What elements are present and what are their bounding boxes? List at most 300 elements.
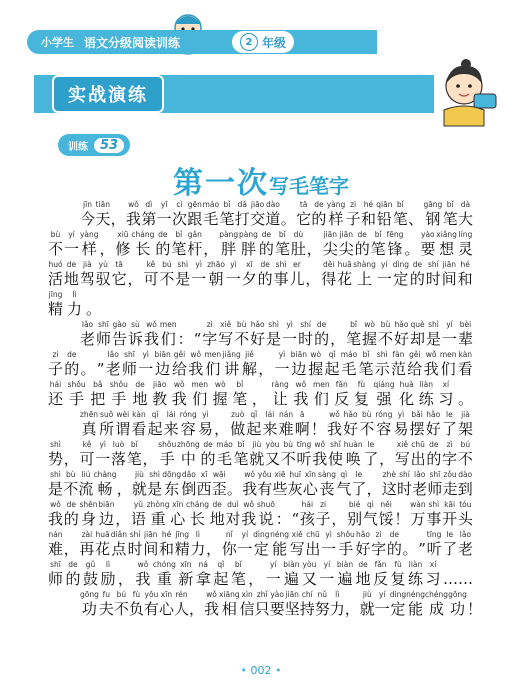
ruby-char: [436, 230, 457, 260]
pinyin: shǒu: [67, 380, 86, 389]
ruby-char: [393, 410, 408, 440]
pinyin: hǎo: [343, 410, 358, 419]
ruby-char: [253, 530, 269, 560]
ruby-char: [135, 560, 150, 590]
hanzi: 花: [95, 540, 111, 558]
pinyin: yǒu: [144, 590, 159, 599]
pinyin: tiān: [95, 200, 111, 209]
pinyin: nán: [48, 530, 63, 539]
pinyin: bèi: [459, 320, 472, 329]
hanzi: 字: [442, 450, 458, 468]
hanzi: ，: [117, 570, 133, 588]
hanzi: 钢: [425, 210, 441, 228]
training-number: 53: [94, 138, 124, 153]
hanzi: 新: [178, 570, 194, 588]
pinyin: er: [293, 260, 301, 269]
hanzi: 们: [160, 330, 176, 348]
ruby-char: [458, 410, 473, 440]
pinyin: qǐ: [151, 410, 159, 419]
pinyin: dì: [145, 200, 153, 209]
ruby-char: [48, 440, 63, 470]
ruby-char: [337, 530, 355, 560]
hanzi: 能: [272, 540, 288, 558]
hanzi: 到: [457, 480, 473, 498]
ruby-char: [458, 500, 473, 530]
ruby-char: [265, 440, 280, 470]
hanzi: 走: [442, 480, 458, 498]
ruby-char: [214, 410, 229, 440]
pinyin: yí: [68, 230, 75, 239]
hanzi: 努: [314, 600, 330, 618]
story-line: [48, 500, 473, 530]
ruby-char: [148, 410, 163, 440]
pinyin: jiǎng: [222, 350, 241, 359]
pinyin: fù: [357, 380, 366, 389]
hanzi: 尖: [338, 240, 354, 258]
ruby-char: [248, 560, 263, 590]
ruby-char: [158, 440, 176, 470]
ruby-char: [458, 380, 473, 410]
ruby-char: [155, 350, 171, 380]
pinyin: zì: [375, 530, 382, 539]
hanzi: 一: [225, 270, 241, 288]
pinyin: xiě: [396, 440, 408, 449]
pinyin: yàng: [79, 230, 99, 239]
ruby-char: [270, 590, 285, 620]
ruby-char: [95, 200, 110, 230]
ruby-char: [189, 590, 204, 620]
hanzi: 就: [249, 450, 265, 468]
hanzi: 老: [457, 540, 473, 558]
grade-label: 年级: [262, 35, 287, 50]
ruby-char: [327, 200, 346, 230]
hanzi: 和: [360, 210, 376, 228]
hanzi: 一: [274, 360, 290, 378]
hanzi: 的: [257, 270, 273, 288]
ruby-char: [290, 530, 305, 560]
hanzi: 功: [449, 600, 465, 618]
pinyin: bù: [65, 470, 76, 479]
ruby-char: [334, 380, 349, 410]
ruby-char: [266, 560, 281, 590]
ruby-char: [330, 320, 345, 350]
pinyin: de: [135, 380, 145, 389]
ruby-char: [275, 230, 290, 260]
ruby-char: [131, 500, 146, 530]
hanzi: 人: [173, 600, 189, 618]
pinyin: lǎo: [107, 350, 119, 359]
pinyin: xīn: [172, 500, 184, 509]
hanzi: 天: [95, 210, 111, 228]
pinyin: xīn: [304, 470, 316, 479]
pinyin: duì: [227, 500, 239, 509]
pinyin: nán: [279, 410, 294, 419]
pinyin: zǒu: [443, 470, 457, 479]
ruby-char: [225, 500, 240, 530]
ruby-char: [345, 590, 360, 620]
ruby-char: [67, 290, 82, 320]
hanzi: 好: [250, 330, 266, 348]
pinyin: shì: [428, 500, 440, 509]
pinyin: lì: [72, 290, 77, 299]
hanzi: 笔: [346, 330, 362, 348]
story-line: [48, 260, 473, 290]
hanzi: 容: [376, 420, 392, 438]
hanzi: ，: [116, 480, 132, 498]
hanzi: 写: [218, 330, 234, 348]
hanzi: 反: [373, 570, 389, 588]
hanzi: 心: [302, 480, 318, 498]
pinyin: xiǎng: [436, 230, 457, 239]
ruby-char: [230, 410, 245, 440]
ruby-char: [222, 530, 237, 560]
hanzi: 难: [48, 540, 64, 558]
pinyin: jiāo: [152, 380, 167, 389]
ruby-char: [172, 380, 187, 410]
pinyin: jīng: [175, 530, 190, 539]
hanzi: 活: [48, 270, 64, 288]
hanzi: 定: [390, 600, 406, 618]
ruby-char: [64, 260, 79, 290]
ruby-char: [443, 200, 458, 230]
ruby-char: [86, 290, 101, 320]
ruby-char: [305, 260, 320, 290]
story-line: [48, 320, 473, 350]
pinyin: xīn: [160, 590, 173, 599]
hanzi: 毛: [203, 210, 219, 228]
ruby-char: [382, 470, 397, 500]
ruby-char: [411, 440, 426, 470]
hanzi: 点: [111, 540, 127, 558]
ruby-char: [395, 440, 410, 470]
pinyin: men: [439, 350, 457, 359]
ruby-char: [178, 560, 193, 590]
hanzi: 花: [337, 270, 353, 288]
ruby-char: [198, 410, 213, 440]
hanzi: 一: [374, 600, 390, 618]
hanzi: ”: [418, 540, 426, 558]
hanzi: 不: [280, 450, 296, 468]
ruby-char: [387, 530, 402, 560]
hanzi: 可: [79, 450, 95, 468]
pinyin: jiān: [339, 230, 353, 239]
ruby-char: [351, 470, 366, 500]
pinyin: shēn: [79, 500, 98, 509]
ruby-char: [115, 230, 130, 260]
ruby-char: [337, 260, 352, 290]
pinyin: yì: [397, 410, 405, 419]
hanzi: 不: [234, 330, 250, 348]
ruby-char: [410, 410, 425, 440]
ruby-char: [438, 380, 453, 410]
pinyin: bǐ: [234, 560, 242, 569]
ruby-char: [458, 470, 473, 500]
hanzi: 别: [347, 510, 363, 528]
pinyin: qǐ: [217, 560, 225, 569]
ruby-char: [143, 530, 158, 560]
ruby-char: [295, 410, 310, 440]
ruby-char: [48, 500, 63, 530]
pinyin: dìng: [392, 260, 410, 269]
story-line: [48, 440, 473, 470]
ruby-char: [80, 320, 95, 350]
hanzi: 辈: [457, 330, 473, 348]
ruby-char: [194, 320, 202, 350]
pinyin: jiě: [245, 350, 254, 359]
hanzi: ，: [214, 420, 230, 438]
hanzi: 练: [408, 570, 424, 588]
ruby-char: [143, 260, 158, 290]
pinyin: wǒ: [314, 440, 326, 449]
hanzi: 这: [381, 480, 397, 498]
ruby-char: [379, 500, 394, 530]
pinyin: bú: [116, 590, 127, 599]
ruby-char: [387, 230, 404, 260]
hanzi: 胖: [240, 240, 256, 258]
ruby-char: [355, 230, 370, 260]
hanzi: 畅: [97, 480, 113, 498]
pinyin: gào: [112, 320, 127, 329]
ruby-char: [242, 260, 257, 290]
hanzi: 手: [69, 390, 85, 408]
ruby-char: [141, 200, 156, 230]
ruby-char: [319, 560, 334, 590]
pinyin: xiāng: [219, 590, 240, 599]
pinyin: gěi: [409, 350, 421, 359]
hanzi: 灵: [457, 240, 473, 258]
ruby-char: [235, 200, 250, 230]
pinyin: dào: [265, 200, 280, 209]
hanzi: 流: [78, 480, 94, 498]
pinyin: liú: [81, 470, 91, 479]
ruby-char: [241, 500, 256, 530]
ruby-char: [293, 380, 308, 410]
ruby-char: [250, 200, 265, 230]
ruby-char: [110, 380, 128, 410]
ruby-char: [274, 260, 289, 290]
hanzi: 反: [334, 390, 350, 408]
hanzi: 气: [336, 480, 352, 498]
hanzi: 丧: [319, 480, 335, 498]
hanzi: 时: [396, 480, 412, 498]
grade-badge: [232, 31, 294, 53]
ruby-char: [375, 590, 390, 620]
ruby-char: [64, 530, 79, 560]
hanzi: 手: [338, 540, 354, 558]
hanzi: 我: [135, 570, 151, 588]
ruby-char: [361, 200, 376, 230]
ruby-char: [376, 200, 392, 230]
hanzi: 功: [81, 600, 97, 618]
hanzi: 励: [100, 570, 116, 588]
pinyin: shì: [268, 320, 280, 329]
pinyin: de: [203, 440, 213, 449]
hanzi: 们: [192, 390, 208, 408]
hanzi: 看: [457, 360, 473, 378]
training-label: 训练: [68, 141, 88, 153]
hanzi: 毛: [341, 360, 357, 378]
ruby-char: [115, 500, 130, 530]
ruby-char: [442, 320, 457, 350]
pinyin: huā: [95, 530, 110, 539]
ruby-char: [222, 350, 240, 380]
pinyin: néng: [270, 530, 290, 539]
hanzi: 子: [345, 210, 361, 228]
hanzi: 一: [237, 540, 253, 558]
hanzi: ，: [330, 330, 346, 348]
pinyin: yào: [270, 590, 284, 599]
ruby-char: [305, 530, 320, 560]
pinyin: wǒ: [137, 560, 149, 569]
hanzi: 重: [156, 570, 172, 588]
ruby-char: [242, 470, 257, 500]
pinyin: yì: [202, 410, 209, 419]
pinyin: zhè: [382, 470, 396, 479]
hanzi: 做: [230, 420, 246, 438]
pinyin: le: [367, 440, 375, 449]
pinyin: xiū: [117, 230, 129, 239]
ruby-char: [152, 380, 167, 410]
ruby-char: [112, 260, 127, 290]
hanzi: 驭: [95, 270, 111, 288]
hanzi: 笔: [358, 360, 374, 378]
pinyin: hǎo: [250, 320, 265, 329]
hanzi: 。: [280, 210, 296, 228]
ruby-char: [282, 320, 297, 350]
ruby-char: [159, 260, 174, 290]
hanzi: ，: [206, 540, 222, 558]
ruby-char: [237, 530, 252, 560]
ruby-char: [203, 230, 218, 260]
ruby-char: [115, 410, 130, 440]
pinyin: yí: [446, 320, 453, 329]
hanzi: 间: [143, 540, 159, 558]
hanzi: 一: [319, 570, 335, 588]
hanzi: 笔: [230, 570, 246, 588]
pinyin: què: [410, 320, 425, 329]
hanzi: 杆: [187, 240, 203, 258]
hanzi: 起: [147, 420, 163, 438]
pinyin: huó: [48, 260, 63, 269]
pinyin: bǐ: [223, 200, 231, 209]
pinyin: de: [314, 200, 324, 209]
hanzi: 老: [412, 480, 428, 498]
pinyin: yào: [421, 230, 435, 239]
hanzi: 的: [65, 570, 81, 588]
hanzi: 成: [429, 600, 445, 618]
pinyin: fǎn: [374, 560, 387, 569]
hanzi: 了: [351, 480, 367, 498]
hanzi: 大: [457, 210, 473, 228]
hanzi: ：: [275, 510, 291, 528]
ruby-char: [339, 230, 354, 260]
hanzi: 我: [48, 510, 64, 528]
pinyin: fu: [102, 590, 111, 599]
pinyin: jiù: [362, 590, 372, 599]
pinyin: hǎo: [394, 320, 409, 329]
hanzi: 今: [80, 210, 96, 228]
ruby-char: [249, 440, 264, 470]
hanzi: 就: [359, 600, 375, 618]
ruby-char: [363, 440, 378, 470]
pinyin: pàng: [239, 230, 258, 239]
pinyin: bǐ: [130, 440, 138, 449]
pinyin: zuò: [231, 410, 245, 419]
pinyin: líng: [458, 230, 473, 239]
hanzi: ，: [331, 510, 347, 528]
pinyin: biàn: [283, 560, 300, 569]
ruby-char: [442, 500, 457, 530]
ruby-char: [258, 350, 273, 380]
hanzi: 我: [312, 450, 328, 468]
hanzi: 握: [362, 330, 378, 348]
pinyin: bù: [283, 440, 294, 449]
ruby-char: [111, 200, 126, 230]
hanzi: ！: [310, 420, 326, 438]
hanzi: 我: [188, 360, 204, 378]
pinyin: de: [68, 560, 78, 569]
ruby-char: [232, 380, 247, 410]
pinyin: sàng: [318, 470, 337, 479]
pinyin: nǔ: [317, 590, 327, 599]
hanzi: 孩: [299, 510, 315, 528]
pinyin: yí: [323, 560, 331, 569]
hanzi: ，: [99, 240, 115, 258]
ruby-char: [391, 350, 406, 380]
hanzi: 毛: [217, 450, 233, 468]
pinyin: shì: [149, 470, 160, 479]
hanzi: 们: [313, 390, 329, 408]
pinyin: qiān: [376, 200, 393, 209]
ruby-char: [373, 560, 388, 590]
pinyin: cì: [176, 200, 183, 209]
pinyin: shì: [50, 440, 61, 449]
ruby-char: [48, 350, 63, 380]
story-line: [48, 230, 473, 260]
ruby-char: [442, 260, 457, 290]
ruby-char: [288, 470, 303, 500]
ruby-char: [80, 260, 95, 290]
hanzi: 心: [170, 510, 186, 528]
pinyin: gēn: [187, 200, 202, 209]
ruby-char: [80, 230, 99, 260]
hanzi: 笔: [274, 240, 290, 258]
hanzi: 老: [105, 360, 121, 378]
ruby-char: [378, 320, 393, 350]
ruby-char: [283, 560, 299, 590]
hanzi: 头: [457, 510, 473, 528]
story-line: [48, 470, 473, 500]
ruby-char: [48, 530, 63, 560]
ruby-char: [159, 590, 174, 620]
pinyin: shì: [50, 470, 61, 479]
pinyin: yì: [99, 440, 107, 449]
pinyin: luò: [112, 440, 125, 449]
pinyin: zi: [320, 500, 327, 509]
pinyin: dìng: [389, 590, 407, 599]
ruby-char: [157, 200, 172, 230]
ruby-char: [458, 320, 473, 350]
ruby-char: [303, 470, 318, 500]
hanzi: 力: [329, 600, 345, 618]
ruby-char: [178, 320, 193, 350]
hanzi: 信: [239, 600, 255, 618]
ruby-char: [379, 440, 394, 470]
pinyin: kě: [82, 440, 92, 449]
hanzi: 笔: [442, 210, 458, 228]
pinyin: de: [158, 230, 168, 239]
ruby-char: [257, 470, 272, 500]
